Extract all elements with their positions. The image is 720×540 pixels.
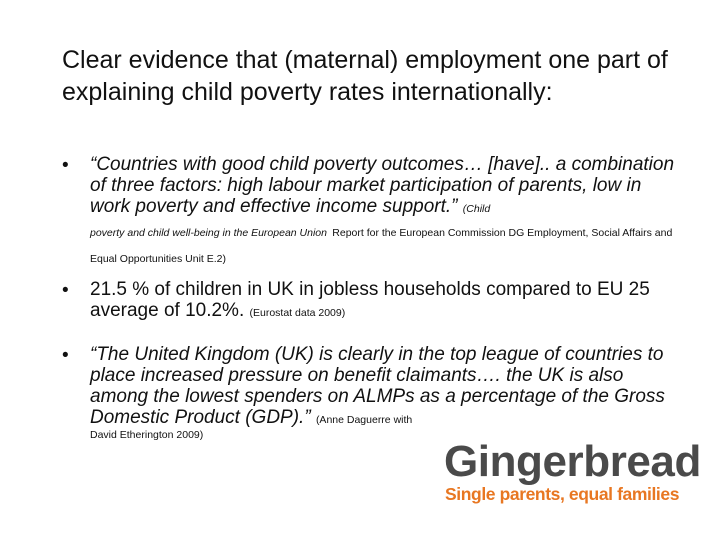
gingerbread-logo	[444, 437, 700, 504]
citation-open: (Child	[462, 203, 491, 215]
bullet-item-jobless-households	[62, 279, 682, 321]
logo-letter: r	[609, 437, 626, 486]
citation: (Eurostat data 2009)	[249, 307, 346, 319]
slide-title: Clear evidence that (maternal) employment one part of explaining child poverty rates internationally:	[62, 46, 668, 106]
logo-letter: b	[583, 437, 609, 486]
logo-letter: G	[444, 437, 477, 486]
bullet-marker: •	[62, 155, 69, 176]
logo-letter: d	[674, 437, 700, 486]
citation-end: David Etherington 2009)	[90, 429, 204, 441]
logo-letter: i	[477, 437, 489, 486]
bullet-quote: “Countries with good child poverty outcomes… [have].. a combination of three factors: high labour market participation of parents, low in work poverty and effective income support.”	[90, 154, 675, 217]
bullet-text: 21.5 % of children in UK in jobless households compared to EU 25 average of 10.2%.	[90, 279, 650, 321]
logo-letter: n	[489, 437, 515, 486]
logo-letter: e	[542, 437, 566, 486]
logo-wordmark	[444, 437, 700, 486]
citation-title: poverty and child well-being in the European Union	[90, 227, 327, 239]
bullet-marker: •	[62, 280, 69, 301]
citation-source: Report for the European Commission DG Employment, Social Affairs and Equal Opportunities Unit E.2)	[90, 227, 673, 265]
bullet-quote: “The United Kingdom (UK) is clearly in the top league of countries to place increased pressure on benefit claimants…. the UK is also among the lowest spenders on ALMPs as a percentage of the Gross Domestic Product (GDP).”	[90, 344, 665, 428]
logo-letter: e	[626, 437, 650, 486]
logo-letter: a	[650, 437, 674, 486]
citation-start: (Anne Daguerre with	[315, 414, 413, 426]
bullet-item-child-poverty-outcomes	[62, 154, 682, 271]
logo-letter: g	[516, 437, 542, 486]
logo-tagline: Single parents, equal families	[445, 484, 680, 504]
bullet-body	[90, 154, 682, 271]
bullet-body	[90, 279, 682, 321]
logo-letter: r	[566, 437, 583, 486]
citation	[90, 219, 682, 271]
bullet-marker: •	[62, 345, 69, 366]
bullet-item-uk-benefit-claimants	[62, 344, 682, 441]
bullet-body	[90, 344, 682, 441]
